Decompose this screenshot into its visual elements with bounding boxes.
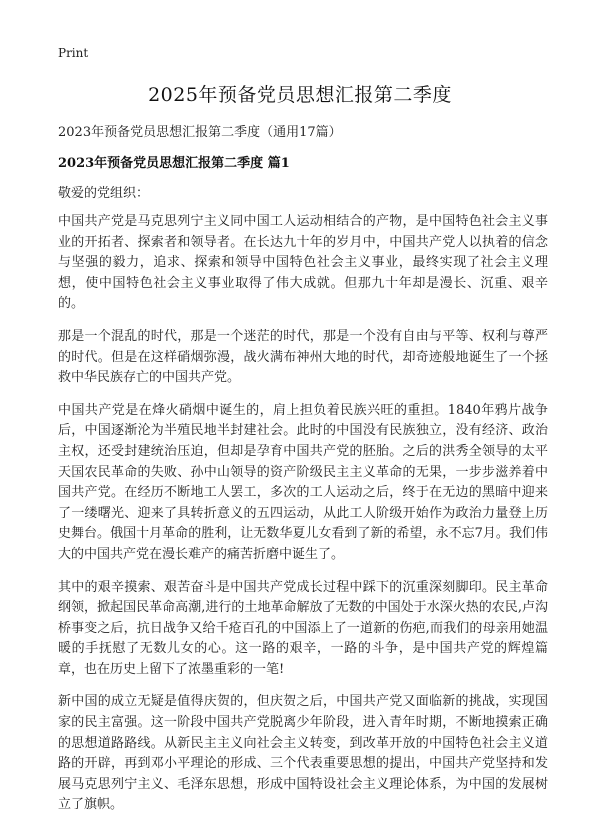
section-heading: 2023年预备党员思想汇报第二季度 篇1 [58, 156, 290, 171]
document-subtitle: 2023年预备党员思想汇报第二季度（通用17篇） [58, 125, 342, 140]
paragraph: 新中国的成立无疑是值得庆贺的，但庆贺之后，中国共产党又面临新的挑战，实现国家的民主富强。这一阶段中国共产党脱离少年阶段，进入青年时期，不断地摸索正确的思想道路路线。从新民主主义向社会主义转变，到改革开放的中国特色社会主义道路的开辟，再到邓小平理论的形成、三个代表重要思想的提出，中国共产党坚持和发展马克思列宁主义、毛泽东思想，形成中国特设社会主义理论体系，为中国的发展树立了旗帜。 [58, 694, 548, 813]
print-label[interactable]: Print [58, 46, 89, 60]
document-title: 2025年预备党员思想汇报第二季度 [148, 84, 452, 106]
body-text [58, 212, 548, 828]
paragraph: 其中的艰辛摸索、艰苦奋斗是中国共产党成长过程中踩下的沉重深刻脚印。民主革命纲领，掀起国民革命高潮,进行的土地革命解放了无数的中国处于水深火热的农民,卢沟桥事变之后，抗日战争又给千疮百孔的中国添上了一道新的伤疤,而我们的母亲用她温暖的手抚慰了无数儿女的心。这一路的艰辛，一路的斗争，是中国共产党的辉煌篇章，也在历史上留下了浓墨重彩的一笔! [58, 579, 548, 677]
paragraph: 中国共产党是马克思列宁主义同中国工人运动相结合的产物，是中国特色社会主义事业的开拓者、探索者和领导者。在长达九十年的岁月中，中国共产党人以执着的信念与坚强的毅力，追求、探索和领导中国特色社会主义事业，最终实现了社会主义理想，使中国特色社会主义事业取得了伟大成就。但那九十年却是漫长、沉重、艰辛的。 [58, 214, 548, 312]
paragraph: 中国共产党是在烽火硝烟中诞生的，肩上担负着民族兴旺的重担。1840年鸦片战争后，中国逐渐沦为半殖民地半封建社会。此时的中国没有民族独立，没有经济、政治主权，还受封建统治压迫，但却是孕育中国共产党的胚胎。之后的洪秀全领导的太平天国农民革命的失败、孙中山领导的资产阶级民主主义革命的无果，一步步滋养着中国共产党。在经历不断地工人罢工，多次的工人运动之后，终于在无边的黑暗中迎来了一缕曙光、迎来了具转折意义的五四运动，从此工人阶级开始作为政治力量登上历史舞台。俄国十月革命的胜利，让无数华夏儿女看到了新的希望，永不忘7月。我们伟大的中国共产党在漫长难产的痛苦折磨中诞生了。 [58, 402, 548, 562]
salutation: 敬爱的党组织： [58, 186, 150, 201]
paragraph: 那是一个混乱的时代，那是一个迷茫的时代，那是一个没有自由与平等、权利与尊严的时代。但是在这样硝烟弥漫，战火满布神州大地的时代，却奇迹般地诞生了一个拯救中华民族存亡的中国共产党。 [58, 328, 548, 386]
